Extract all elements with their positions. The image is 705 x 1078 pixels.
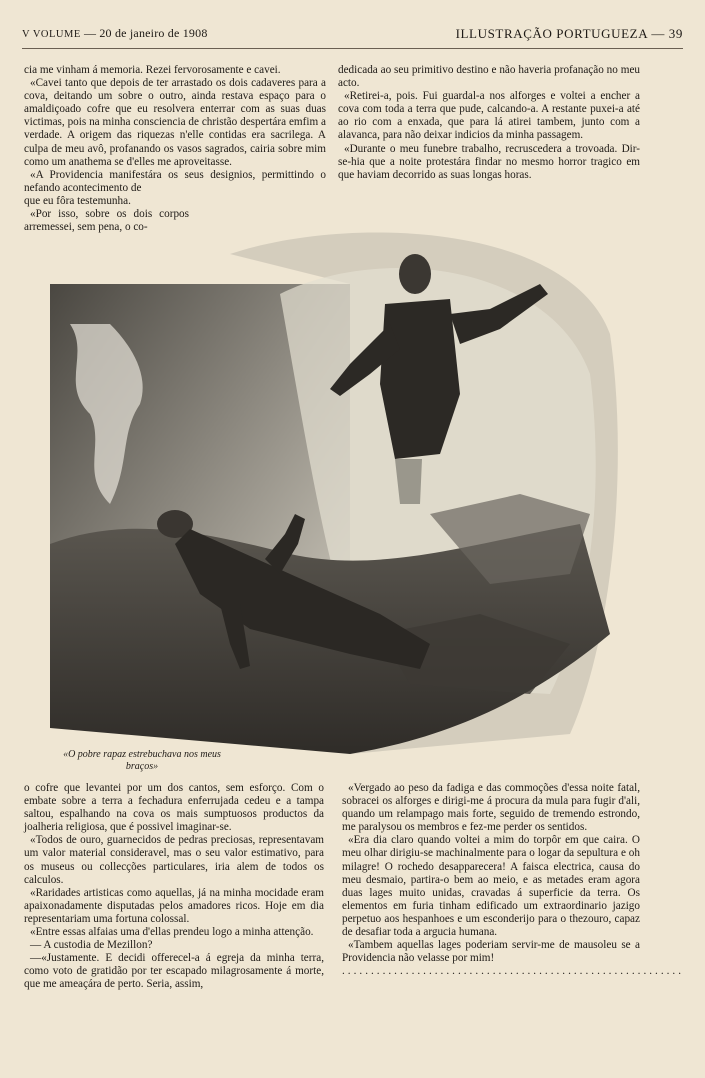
section-end-dots: ...........................................................	[342, 965, 685, 978]
dialogue-line: — A custodia de Mezillon?	[30, 939, 153, 952]
header-volume-date	[22, 26, 208, 41]
paragraph: «Raridades artisticas como aquellas, já na minha mocidade eram apaixonadamente disputadas pelos amadores ricos. Hoje em dia representariam uma fortuna colossal.	[24, 886, 324, 925]
paragraph: que eu fôra testemunha.	[24, 194, 131, 207]
caption-line: «O pobre rapaz estrebuchava nos meus	[63, 749, 221, 760]
paragraph: «Entre essas alfaias uma d'ellas prendeu logo a minha attenção.	[30, 926, 314, 939]
paragraph: —«Justamente. E decidi offerecel-a á egreja da minha terra, como voto de gratidão por ter escapado milagrosamente á morte, que me ameaçára de perto. Seria, assim,	[24, 952, 324, 991]
text-column-bottom-right	[342, 782, 685, 978]
paragraph: «Era dia claro quando voltei a mim do torpôr em que caira. O meu olhar dirigiu-se machinalmente para o logar da sepultura e oh milagre! O rochedo desapparecera! A faisca electrica, causa do meu desmaio, partira-o bem ao meio, e as metades eram agora duas lages muito unidas, cravadas á superficie da terra. Os elementos em furia tinham edificado um extraordinario jazigo perpetuo aos hespanhoes e um esconderijo para o thezouro, capaz de desafiar toda a argucia humana.	[342, 834, 640, 939]
illustration	[50, 214, 618, 762]
illustration-caption	[32, 749, 252, 773]
text-column-bottom-left	[24, 782, 324, 992]
paragraph: «Durante o meu funebre trabalho, recruscedera a trovoada. Dir-se-hia que a noite protestára findar no mesmo horror tragico em que haviam decorrido as suas longas horas.	[338, 142, 640, 181]
paragraph: «Cavei tanto que depois de ter arrastado os dois cadaveres para a cova, deitando um sobre o outro, ainda restava espaço para o amaldiçoado cofre que eu resolvera enterrar com as suas duas victimas, pois na minha consciencia de christão despertára emfim a verdade. A origem das riquezas n'elle contidas era sacrilega. A culpa de meu avô, profanando os vasos sagrados, cairia sobre mim como um anathema se d'elles me aproveitasse.	[24, 77, 326, 168]
header-volume: V VOLUME	[22, 29, 81, 40]
caption-line: braços»	[125, 761, 159, 772]
paragraph: cia me vinham á memoria. Rezei fervorosamente e cavei.	[24, 64, 281, 76]
header-magazine: ILLUSTRAÇÃO PORTUGUEZA	[455, 26, 648, 41]
paragraph: «Vergado ao peso da fadiga e das commoções d'essa noite fatal, sobracei os alforges e dirigi-me á procura da mula para fugir d'ali, quando um relampago mais forte, seguido de tremendo estrondo, me paralysou os membros e fez-me perder os sentidos.	[342, 782, 640, 834]
header-page-number: — 39	[651, 26, 683, 41]
paragraph: «Retirei-a, pois. Fui guardal-a nos alforges e voltei a encher a cova com toda a terra que pude, calcando-a. A restante puxei-a até ao rio com a enxada, que para lá atirei tambem, junto com a alavanca, para não deixar indicios da minha passagem.	[338, 90, 640, 142]
paragraph: «A Providencia manifestára os seus designios, permittindo o nefando acontecimento de	[24, 168, 326, 194]
paragraph: «Por isso, sobre os dois corpos arremessei, sem pena, o co-	[24, 208, 189, 234]
paragraph: dedicada ao seu primitivo destino e não haveria profanação no meu acto.	[338, 64, 640, 90]
header-date: — 20 de janeiro de 1908	[83, 26, 208, 40]
text-column-top-right	[338, 64, 640, 182]
text-column-top-left	[24, 64, 326, 234]
paragraph: «Todos de ouro, guarnecidos de pedras preciosas, representavam um valor material consideravel, mas o seu valor estimativo, para os museus ou collecções particulares, iria alem de todos os calculos.	[24, 834, 324, 886]
paragraph: o cofre que levantei por um dos cantos, sem esforço. Com o embate sobre a terra a fechadura enferrujada cedeu e a tampa saltou, espalhando na cova os mais sumptuosos productos da joalheria religiosa, que é possivel imaginar-se.	[24, 782, 324, 834]
header-rule	[22, 48, 683, 49]
page-header	[22, 26, 683, 42]
paragraph: «Tambem aquellas lages poderiam servir-me de mausoleu se a Providencia não velasse por mim!	[342, 939, 640, 965]
header-title	[456, 26, 683, 42]
